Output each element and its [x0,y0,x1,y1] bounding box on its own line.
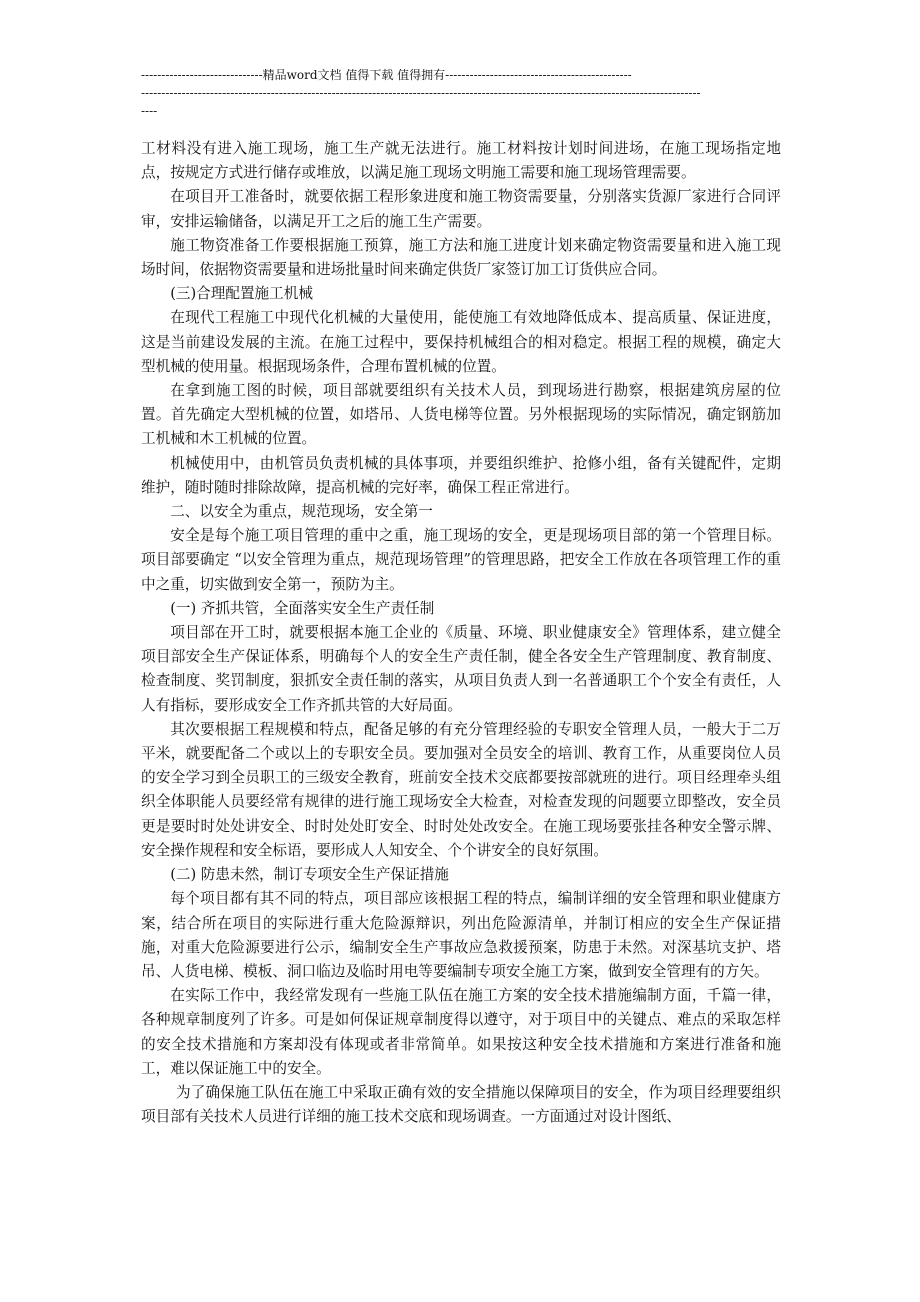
header-line-2: ------------------------------------------------------------------------------------------------------------------------------------------ [141,86,701,100]
paragraph: 安全是每个施工项目管理的重中之重，施工现场的安全，更是现场项目部的第一个管理目标。项目部要确定 “以安全管理为重点，规范现场管理”的管理思路，把安全工作放在各项管理工作的重中之重，切实做到安全第一，预防为主。 [141,527,781,593]
paragraph: 项目部在开工时，就要根据本施工企业的《质量、环境、职业健康安全》管理体系，建立健全项目部安全生产保证体系，明确每个人的安全生产责任制，健全各安全生产管理制度、教育制度、检查制度、奖罚制度，狠抓安全责任制的落实，从项目负责人到一名普通职工个个安全有责任，人人有指标，要形成安全工作齐抓共管的大好局面。 [141,624,781,714]
paragraph: 每个项目都有其不同的特点，项目部应该根据工程的特点，编制详细的安全管理和职业健康方案，结合所在项目的实际进行重大危险源辩识，列出危险源清单，并制订相应的安全生产保证措施，对重大危险源要进行公示，编制安全生产事故应急救援预案，防患于未然。对深基坑支护、塔吊、人货电梯、模板、洞口临边及临时用电等要编制专项安全施工方案，做到安全管理有的方矢。 [141,890,781,980]
section-heading: (二) 防患未然，制订专项安全生产保证措施 [170,866,449,884]
section-heading: (一) 齐抓共管，全面落实安全生产责任制 [170,599,435,617]
paragraph: 在现代工程施工中现代化机械的大量使用，能使施工有效地降低成本、提高质量、保证进度，这是当前建设发展的主流。在施工过程中，要保持机械组合的相对稳定。根据工程的规模，确定大型机械的使用量。根据现场条件，合理布置机械的位置。 [141,309,781,375]
header-line-3: ---- [141,104,158,118]
paragraph: 施工物资准备工作要根据施工预算，施工方法和施工进度计划来确定物资需要量和进入施工现场时间，依据物资需要量和进场批量时间来确定供货厂家签订加工订货供应合同。 [141,236,781,279]
document-body [141,137,781,1129]
page-header [141,66,781,120]
paragraph: 在实际工作中，我经常发现有一些施工队伍在施工方案的安全技术措施编制方面，千篇一律，各种规章制度列了许多。可是如何保证规章制度得以遵守，对于项目中的关键点、难点的采取怎样的安全技术措施和方案却没有体现或者非常简单。如果按这种安全技术措施和方案进行准备和施工，难以保证施工中的安全。 [141,987,781,1077]
paragraph: 在拿到施工图的时候，项目部就要组织有关技术人员，到现场进行勘察，根据建筑房屋的位置。首先确定大型机械的位置，如塔吊、人货电梯等位置。另外根据现场的实际情况，确定钢筋加工机械和木工机械的位置。 [141,382,781,448]
paragraph: 为了确保施工队伍在施工中采取正确有效的安全措施以保障项目的安全，作为项目经理要组织项目部有关技术人员进行详细的施工技术交底和现场调查。一方面通过对设计图纸、 [141,1083,781,1126]
paragraph: 其次要根据工程规模和特点，配备足够的有充分管理经验的专职安全管理人员，一般大于二万平米，就要配备二个或以上的专职安全员。要加强对全员安全的培训、教育工作，从重要岗位人员的安全学习到全员职工的三级安全教育，班前安全技术交底都要按部就班的进行。项目经理牵头组织全体职能人员要经常有规律的进行施工现场安全大检查，对检查发现的问题要立即整改，安全员更是要时时处处讲安全、时时处处盯安全、时时处处改安全。在施工现场要张挂各种安全警示牌、安全操作规程和安全标语，要形成人人知安全、个个讲安全的良好氛围。 [141,720,781,859]
paragraph-continuation: 工材料没有进入施工现场，施工生产就无法进行。施工材料按计划时间进场，在施工现场指定地点，按规定方式进行储存或堆放，以满足施工现场文明施工需要和施工现场管理需要。 [141,140,781,182]
paragraph: 在项目开工准备时，就要依据工程形象进度和施工物资需要量，分别落实货源厂家进行合同评审，安排运输储备，以满足开工之后的施工生产需要。 [141,188,781,230]
header-line-1: ------------------------------精品word文档 值得下载 值得拥有---------------------------------------------- [141,68,632,82]
paragraph: 机械使用中，由机管员负责机械的具体事项，并要组织维护、抢修小组，备有关键配件，定期维护，随时随时排除故障，提高机械的完好率，确保工程正常进行。 [141,454,781,496]
section-heading: 二、以安全为重点，规范现场，安全第一 [170,503,433,521]
section-heading: (三)合理配置施工机械 [170,285,313,303]
